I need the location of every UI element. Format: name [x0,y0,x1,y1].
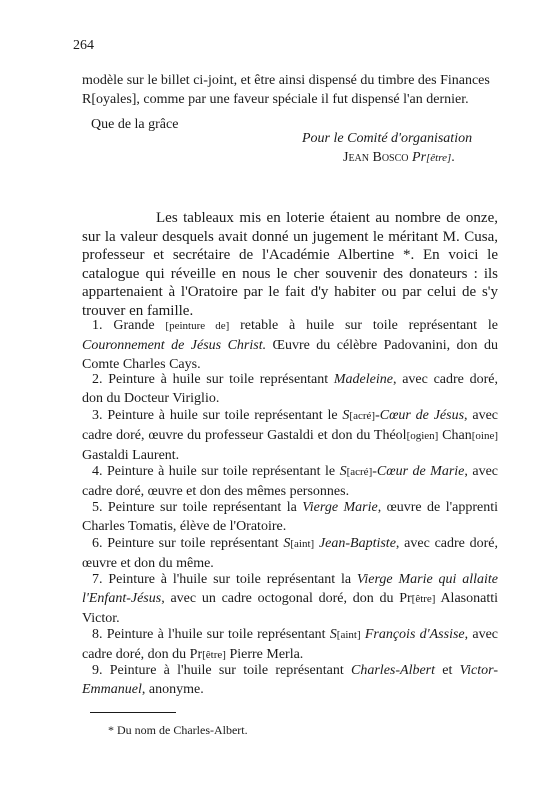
item-editorial: [être] [411,593,436,605]
item-text: , anonyme. [141,682,204,697]
catalogue-item-8 [82,625,498,665]
item-text: , avec cadre doré, œuvre et don du même. [82,536,499,571]
item-text: , œuvre de l'apprenti Charles Tomatis, élève de l'Oratoire. [82,500,498,534]
catalogue-item-1 [82,316,498,374]
item-text: 7. Peinture à l'huile sur toile représentant la [92,572,357,587]
intro-paragraph [82,209,498,321]
letter-closing: Que de la grâce [91,117,179,132]
item-text: 1. Grande [92,318,166,333]
item-editorial: [aint] [336,629,361,641]
letter-line-1: modèle sur le billet ci-joint, et être ainsi dispensé du timbre des Finances [82,73,490,88]
letter-line-2: R[oyales], comme par une faveur spéciale il fut dispensé l'an dernier. [82,92,469,107]
item-title: S [283,536,291,551]
item-text: Gastaldi Laurent. [82,448,180,463]
item-text: 3. Peinture à huile sur toile représentant le [92,408,343,423]
item-text: et [435,663,460,678]
item-text: , avec cadre doré, œuvre et don des mêmes personnes. [82,464,498,499]
signature-name-line [343,150,455,166]
catalogue-item-9 [82,661,498,699]
item-title: S [329,627,337,642]
intro-text: Les tableaux mis en loterie étaient au nombre de onze, sur la valeur desquels avait donné un jugement le méritant M. Cusa, professeur et secrétaire de l'Académie Albertine [82,210,498,264]
item-title: Jean-Baptiste [318,536,396,551]
item-text: 9. Peinture à l'huile sur toile représentant [92,663,352,678]
item-editorial: [oine] [471,430,498,442]
item-text: retable à huile sur toile représentant le [229,318,499,333]
item-title: -Cœur de Marie [372,464,465,479]
item-text: , avec cadre doré, œuvre du professeur Gastaldi et don du Théol [82,408,498,443]
item-title: Couronnement de Jésus Christ. [82,338,267,353]
item-text: , avec cadre doré, don du Pr [82,627,498,662]
item-editorial: [acré] [346,466,373,478]
catalogue-item-5 [82,498,498,536]
item-editorial: [aint] [290,538,315,550]
catalogue-item-4 [82,462,498,501]
item-title: Vierge Marie qui allaite l'Enfant-Jésus [82,572,499,606]
signature-title-editorial: [être] [426,152,452,164]
item-editorial: [acré] [349,410,376,422]
item-text: Alasonatti Victor. [82,591,498,626]
item-text: , avec cadre doré, don du Docteur Viriglio. [82,372,498,406]
page-number: 264 [73,38,94,53]
signature-period: . [451,150,455,165]
item-text: Chan [438,428,472,443]
item-text: 4. Peinture à huile sur toile représentant le [92,464,340,479]
item-title: Madeleine [333,372,393,387]
item-title: Vierge Marie [302,500,378,515]
item-title: S [339,464,347,479]
item-title: -Cœur de Jésus [375,408,465,423]
item-text: 5. Peinture sur toile représentant la [92,500,303,515]
item-text: 6. Peinture sur toile représentant [92,536,284,551]
item-editorial: [ogien] [406,430,439,442]
signature-title: Pr [412,150,427,165]
item-text: Pierre Merla. [225,647,304,662]
item-title: S [342,408,350,423]
item-title: Victor-Emmanuel [82,663,498,697]
item-title: François d'Assise [364,627,465,642]
catalogue-item-7 [82,570,498,628]
item-title: Charles-Albert [351,663,436,678]
catalogue-item-6 [82,534,498,573]
item-editorial: [être] [202,649,226,661]
intro-text-continued: *. En voici le catalogue qui réveille en nous le cher souvenir des donateurs : ils appartenaient à l'Oratoire par le fait d'y habiter ou par celui de s'y trouver en famille. [82,247,498,319]
item-text: Œuvre du célèbre Padovanini, don du Comte Charles Cays. [82,338,498,372]
catalogue-item-3 [82,406,498,465]
item-text: , avec un cadre octogonal doré, don du Pr [161,591,412,606]
catalogue-item-2 [82,370,498,408]
footnote: * Du nom de Charles-Albert. [108,723,248,737]
item-text: 8. Peinture à l'huile sur toile représentant [92,627,330,642]
item-editorial: [peinture de] [165,320,230,332]
footnote-divider [90,712,176,713]
item-text: 2. Peinture à huile sur toile représentant [92,372,334,387]
signature-name: Jean Bosco [343,150,409,165]
signature-committee: Pour le Comité d'organisation [302,131,473,146]
